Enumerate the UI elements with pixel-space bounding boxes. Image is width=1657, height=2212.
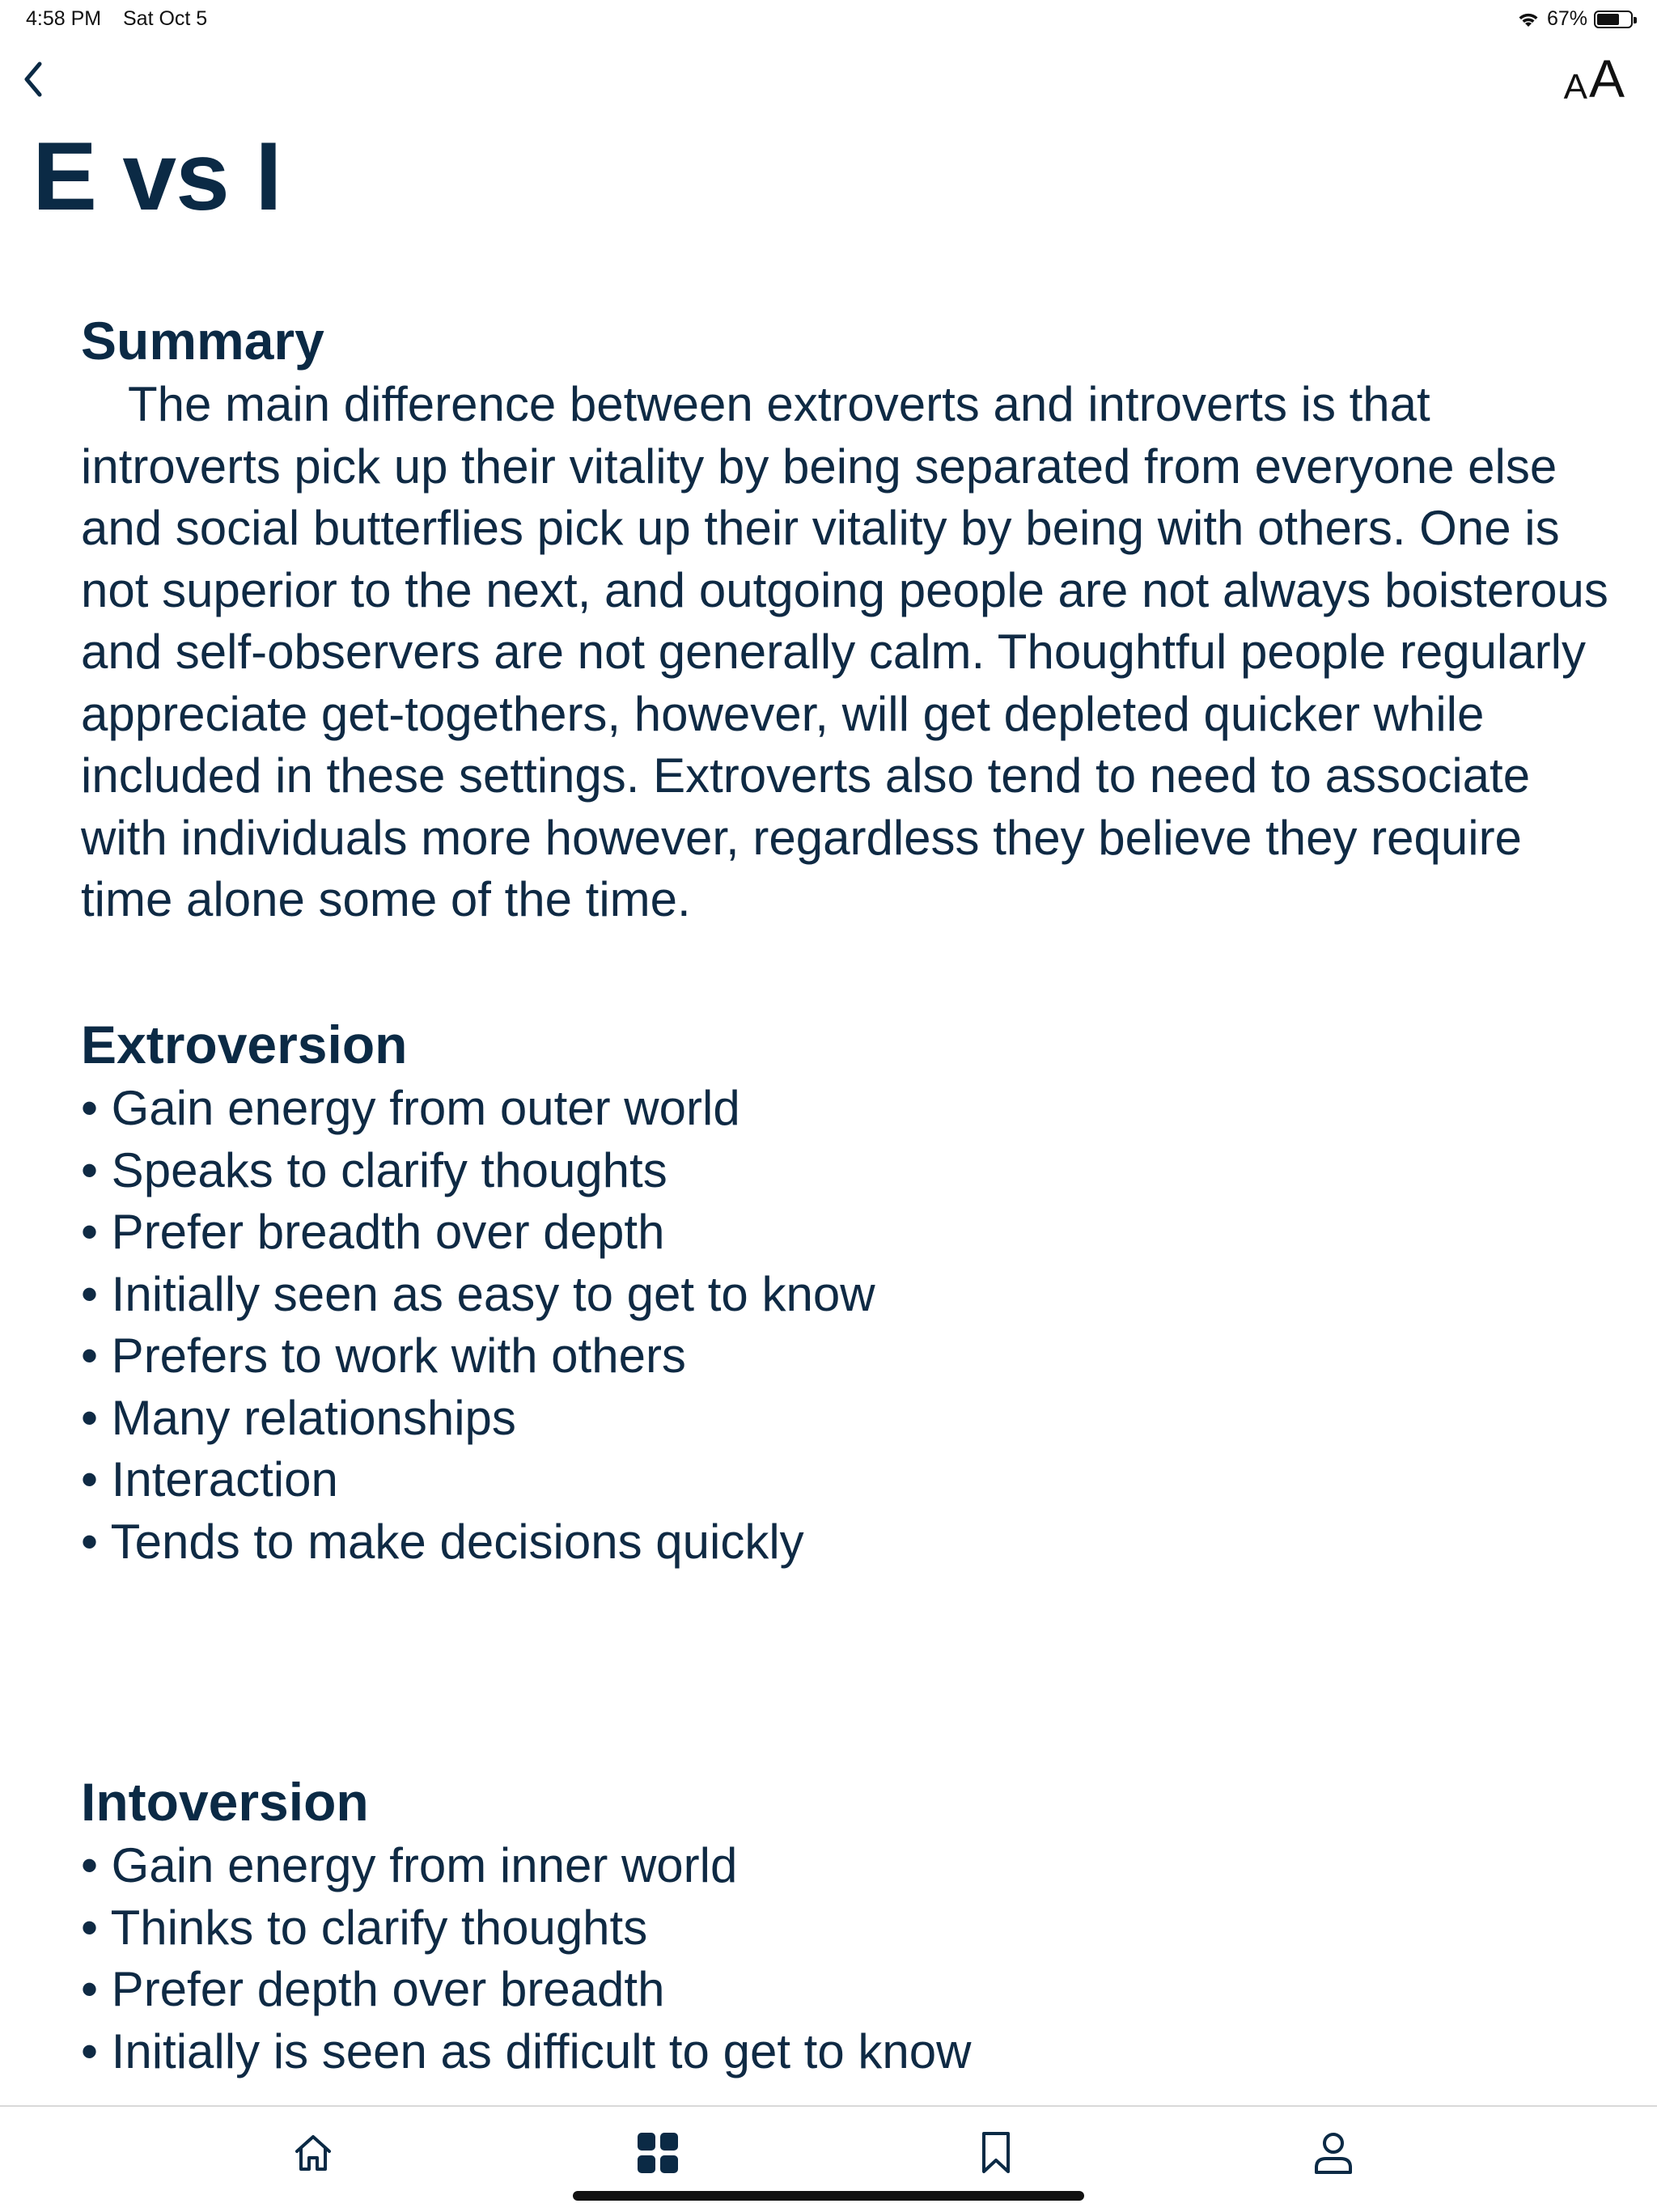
text-size-large-glyph: A	[1588, 49, 1625, 108]
text-size-button[interactable]	[1563, 49, 1625, 108]
battery-level	[1597, 14, 1619, 25]
list-item: • Interaction	[81, 1452, 338, 1506]
person-icon	[1311, 2129, 1356, 2176]
status-date: Sat Oct 5	[123, 7, 208, 30]
list-item: • Initially seen as easy to get to know	[81, 1266, 875, 1321]
home-indicator	[573, 2191, 1084, 2201]
back-button[interactable]	[15, 55, 50, 104]
extroversion-list	[81, 1078, 875, 1573]
list-item: • Prefer breadth over depth	[81, 1205, 665, 1259]
extroversion-section	[81, 1011, 875, 1573]
list-item: • Speaks to clarify thoughts	[81, 1142, 667, 1197]
summary-heading: Summary	[81, 311, 324, 371]
battery-icon	[1594, 11, 1633, 28]
summary-section	[81, 307, 1610, 931]
extroversion-heading: Extroversion	[81, 1015, 408, 1074]
tab-home[interactable]	[281, 2125, 345, 2181]
bookmark-icon	[976, 2129, 1016, 2176]
home-icon	[290, 2130, 336, 2176]
text-size-small-glyph: A	[1563, 67, 1587, 107]
list-item: • Thinks to clarify thoughts	[81, 1900, 648, 1955]
list-item: • Prefers to work with others	[81, 1328, 686, 1383]
list-item: • Tends to make decisions quickly	[81, 1514, 804, 1569]
grid-icon	[636, 2131, 680, 2175]
battery-percent: 67%	[1546, 7, 1587, 30]
introversion-list	[81, 1835, 971, 2083]
status-time: 4:58 PM	[26, 7, 102, 30]
page-title: E vs I	[32, 122, 282, 231]
list-item: • Gain energy from outer world	[81, 1081, 740, 1135]
introversion-heading: Intoversion	[81, 1772, 369, 1832]
tab-bar	[0, 2105, 1657, 2212]
list-item: • Initially is seen as difficult to get to know	[81, 2023, 972, 2079]
battery-tip	[1634, 17, 1637, 23]
list-item: • Prefer depth over breadth	[81, 1962, 665, 2016]
list-item: • Gain energy from inner world	[81, 1838, 738, 1892]
status-bar	[0, 0, 1657, 39]
article-content	[81, 307, 1610, 2079]
tab-bookmarks[interactable]	[964, 2125, 1028, 2181]
summary-paragraph: The main difference between extroverts and introverts is that introverts pick up their vitality by being separated from everyone else and social butterflies pick up their vitality by being with others. One is not superior to the next, and outgoing people are not always boisterous and self-observers are not generally calm. Thoughtful people regularly appreciate get-togethers, however, will get depleted quicker while included in these settings. Extroverts also tend to need to associate with individuals more however, regardless they believe they require time alone some of the time.	[81, 377, 1608, 926]
tab-profile[interactable]	[1301, 2125, 1366, 2181]
status-indicators	[1516, 7, 1633, 31]
list-item: • Many relationships	[81, 1390, 516, 1445]
wifi-icon	[1516, 11, 1540, 28]
tab-browse[interactable]	[625, 2125, 690, 2181]
chevron-left-icon	[20, 59, 44, 100]
introversion-section	[81, 1769, 971, 2083]
